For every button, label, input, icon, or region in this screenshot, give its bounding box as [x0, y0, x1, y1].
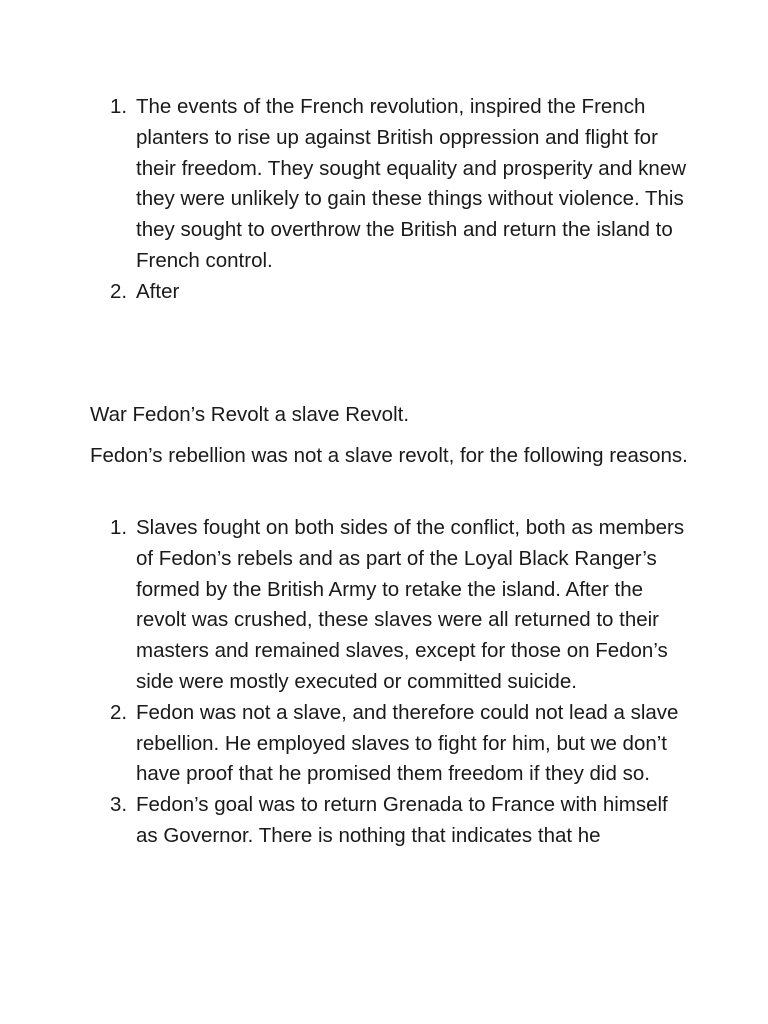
list-item-number: 3. [110, 793, 128, 817]
list-item [110, 277, 690, 308]
list-item [110, 698, 690, 790]
list-item-text: Fedon was not a slave, and therefore could not lead a slave rebellion. He employed slaves to fight for him, but we don’t have proof that he promised them freedom if they did so. [136, 700, 679, 786]
list-item [110, 92, 690, 277]
list-item-number: 2. [110, 700, 128, 724]
list-item [110, 513, 690, 698]
list-item-number: 1. [110, 516, 128, 539]
list-item-number: 1. [110, 95, 128, 118]
list-item-text: Slaves fought on both sides of the conflict, both as members of Fedon’s rebels and as part of the Loyal Black Ranger’s formed by the British Army to retake the island. After the revolt was crushed, these slaves were all returned to their masters and remained slaves, except for those on Fedon’s side were mostly executed or committed suicide. [136, 516, 685, 693]
numbered-list-french-revolution [110, 92, 690, 308]
list-item-text: After [136, 279, 180, 303]
intro-paragraph: Fedon’s rebellion was not a slave revolt, for the following reasons. [90, 444, 688, 467]
list-item-text: The events of the French revolution, inspired the French planters to rise up against British oppression and flight for their freedom. They sought equality and prosperity and knew they were unlikely to gain these things without violence. This they sought to overthrow the British and return the island to French control. [136, 95, 687, 272]
list-item [110, 790, 690, 852]
numbered-list-reasons [110, 513, 690, 852]
list-item-number: 2. [110, 279, 128, 303]
section-heading: War Fedon’s Revolt a slave Revolt. [90, 403, 410, 426]
list-item-text: Fedon’s goal was to return Grenada to France with himself as Governor. There is nothing that indicates that he [136, 793, 668, 847]
